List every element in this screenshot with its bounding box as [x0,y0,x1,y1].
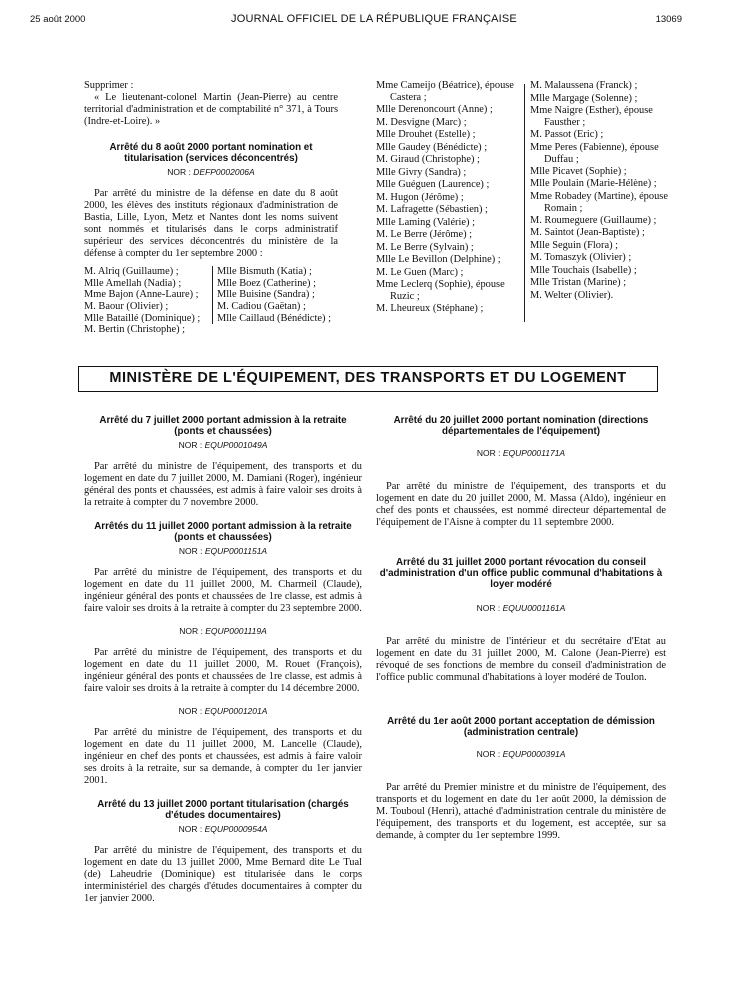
list-item: M. Roumeguere (Guillaume) ; [530,214,657,226]
list-item: Mme Peres (Fabienne), épouse Duffau ; [530,141,659,165]
list-item: Mme Robadey (Martine), épouse Romain ; [530,190,668,214]
nor-reference: NOR : EQUP0001119A [179,626,267,636]
nor-reference: NOR : EQUP0000391A [476,749,566,759]
column-divider [524,84,525,322]
decree-title-a1: Arrêté du 7 juillet 2000 portant admission à la retraite (ponts et chaussées) [99,415,347,437]
list-item: Mlle Gaudey (Bénédicte) ; [376,141,488,153]
nor-code: EQUP0001171A [502,448,566,458]
header-title: JOURNAL OFFICIEL DE LA RÉPUBLIQUE FRANÇAISE [231,13,517,25]
list-item: M. Giraud (Christophe) ; [376,154,480,165]
nor-code: EQUP0001049A [204,440,268,450]
list-item: M. Cadiou (Gaëtan) ; [217,301,306,313]
list-item: Mlle Bataillé (Dominique) ; [84,312,201,324]
list-item: Mme Leclerq (Sophie), épouse Ruzic ; [376,279,505,302]
nor-code: EQUP0000954A [204,824,268,834]
decree-body-a2-3: Par arrêté du ministre de l'équipement, des transports et du logement en date du 11 juillet 2000, M. Lancelle (Claude), ingénieur en chef des ponts et chaussées, est admis à faire valoir ses droits à la retraite, sur sa demande, à compter du 1er janvier 2001. [84,727,362,786]
list-item: Mlle Drouhet (Estelle) ; [376,129,476,140]
names-grid [84,266,338,336]
list-item: M. Bertin (Christophe) ; [84,324,186,336]
decree-title-b1: Arrêté du 20 juillet 2000 portant nomination (directions départementales de l'équipement) [393,415,649,437]
header-page-number: 13069 [655,14,682,25]
nor-code: EQUP0001201A [204,706,268,716]
nor-code: EQUU0001161A [502,603,566,613]
decree-body-a2-2: Par arrêté du ministre de l'équipement, des transports et du logement en date du 11 juillet 2000, M. Rouet (François), ingénieur général des ponts et chaussées de 1re classe, est admis à faire valoir ses droits à la retraite à compter du 14 décembre 2000. [84,647,362,694]
decree-body-a3: Par arrêté du ministre de l'équipement, des transports et du logement en date du 13 juillet 2000, Mme Bernard dite Le Tual (de) Laheudrie (Dominique) est titularisée dans le corps interministériel des chargés d'études documentaires à compter du 1er janvier 2000. [84,845,362,904]
names-list-b [212,266,342,324]
bottom-left-column [84,412,362,905]
nor-reference: NOR : DEFP0002006A [167,167,255,177]
decree-title-a2: Arrêtés du 11 juillet 2000 portant admission à la retraite (ponts et chaussées) [94,521,352,543]
list-item: M. Welter (Olivier). [530,289,614,301]
list-item: Mlle Buisine (Sandra) ; [217,289,315,301]
list-item: Mlle Picavet (Sophie) ; [530,165,627,177]
top-column-2 [376,80,522,316]
list-item: M. Hugon (Jérôme) ; [376,191,464,203]
decree-body-b2: Par arrêté du ministre de l'intérieur et du secrétaire d'Etat au logement en date du 31 juillet 2000, M. Calone (Jean-Pierre) est révoqué de ses fonctions de membre du conseil d'administration de l'office public communal d'habitations à loyer modéré de Toulon. [376,636,666,683]
top-column-3 [530,80,670,302]
list-item: M. Tomaszyk (Olivier) ; [530,252,632,263]
decree-title-a3: Arrêté du 13 juillet 2000 portant titularisation (chargés d'études documentaires) [97,799,349,821]
list-item: Mlle Margage (Solenne) ; [530,92,638,104]
list-item: Mlle Poulain (Marie-Hélène) ; [530,178,657,189]
list-item: Mlle Givry (Sandra) ; [376,166,467,178]
list-item: M. Le Guen (Marc) ; [376,266,464,278]
header-date: 25 août 2000 [30,14,86,25]
nor-code: EQUP0000391A [502,749,566,759]
nor-reference: NOR : EQUP0000954A [178,824,268,834]
list-item: M. Malaussena (Franck) ; [530,80,638,91]
nor-reference: NOR : EQUP0001201A [178,706,268,716]
names-list-a [84,266,208,336]
list-item: M. Le Berre (Jérôme) ; [376,229,473,240]
list-item: M. Passot (Eric) ; [530,129,604,140]
list-item: M. Desvigne (Marc) ; [376,116,467,128]
decree-title-b3: Arrêté du 1er août 2000 portant acceptation de démission (administration centrale) [387,716,655,738]
list-item: Mlle Caillaud (Bénédicte) ; [217,312,331,324]
list-item: M. Saintot (Jean-Baptiste) ; [530,227,645,238]
top-column-1 [84,80,338,336]
top-section [0,80,748,336]
decree-title-defense: Arrêté du 8 août 2000 portant nomination et titularisation (services déconcentrés) [109,142,313,164]
bottom-right-column [376,412,666,842]
decree-body-b1: Par arrêté du ministre de l'équipement, des transports et du logement en date du 20 juillet 2000, M. Massa (Aldo), ingénieur en chef des ponts et chaussées, est nommé directeur départemental de l'équipement de l'Aisne à compter du 11 septembre 2000. [376,481,666,528]
nor-reference: NOR : EQUP0001049A [178,440,268,450]
decree-body-defense: Par arrêté du ministre de la défense en date du 8 août 2000, les élèves des instituts régionaux d'administration de Bastia, Lille, Lyon, Metz et Nantes dont les noms suivent sont nommés et titularisés dans le corps administratif supérieur des services déconcentrés du ministère de la défense à compter du 1er septembre 2000 : [84,188,338,259]
decree-body-b3: Par arrêté du Premier ministre et du ministre de l'équipement, des transports et du logement en date du 1er août 2000, la démission de M. Touboul (Henri), attaché d'administration centrale du ministère de l'équipement, des transports et du logement, est acceptée, sur sa demande, à compter du 1er septembre 1999. [376,782,666,841]
ministry-heading: MINISTÈRE DE L'ÉQUIPEMENT, DES TRANSPORTS ET DU LOGEMENT [78,366,658,392]
nor-reference: NOR : EQUP0001151A [178,546,268,556]
list-item: M. Baour (Olivier) ; [84,301,169,313]
decree-body-a2-1: Par arrêté du ministre de l'équipement, des transports et du logement en date du 11 juillet 2000, M. Charmeil (Claude), ingénieur général des ponts et chaussées de 1re classe, est admis à faire valoir ses droits à la retraite à compter du 23 septembre 2000. [84,567,362,614]
list-item: Mme Cameijo (Béatrice), épouse Castera ; [376,80,514,103]
decree-title-b2: Arrêté du 31 juillet 2000 portant révocation du conseil d'administration d'un office public communal d'habitations à loyer modéré [379,557,663,590]
list-item: Mme Bajon (Anne-Laure) ; [84,289,199,301]
list-item: Mme Naigre (Esther), épouse Fausther ; [530,105,653,128]
decree-body-a1: Par arrêté du ministre de l'équipement, des transports et du logement en date du 7 juillet 2000, M. Damiani (Roger), ingénieur général des ponts et chaussées, est admis à faire valoir ses droits à la retraite à compter du 7 novembre 2000. [84,461,362,508]
supprimer-quote: « Le lieutenant-colonel Martin (Jean-Pierre) au centre territorial d'administration et de comptabilité n° 371, à Tours (Indre-et-Loire). » [84,92,338,127]
list-item: M. Le Berre (Sylvain) ; [376,241,474,253]
list-item: Mlle Bismuth (Katia) ; [217,266,312,277]
nor-reference: NOR : EQUP0001171A [476,448,566,458]
list-item: M. Lafragette (Sébastien) ; [376,204,488,215]
nor-reference: NOR : EQUU0001161A [476,603,566,613]
nor-code: EQUP0001119A [205,626,267,636]
list-item: Mlle Laming (Valérie) ; [376,216,475,228]
list-item: Mlle Derenoncourt (Anne) ; [376,104,493,115]
list-item: Mlle Le Bevillon (Delphine) ; [376,254,501,265]
list-item: Mlle Tristan (Marine) ; [530,277,627,288]
page-header [0,12,748,28]
nor-code: EQUP0001151A [204,546,268,556]
list-item: M. Lheureux (Stéphane) ; [376,303,484,314]
list-item: Mlle Amellah (Nadia) ; [84,277,182,289]
list-item: Mlle Touchais (Isabelle) ; [530,264,637,276]
list-item: Mlle Guéguen (Laurence) ; [376,179,490,190]
supprimer-label: Supprimer : [84,80,134,91]
list-item: Mlle Seguin (Flora) ; [530,239,619,251]
nor-code: DEFP0002006A [193,167,255,177]
list-item: M. Alriq (Guillaume) ; [84,266,179,277]
list-item: Mlle Boez (Catherine) ; [217,277,316,289]
